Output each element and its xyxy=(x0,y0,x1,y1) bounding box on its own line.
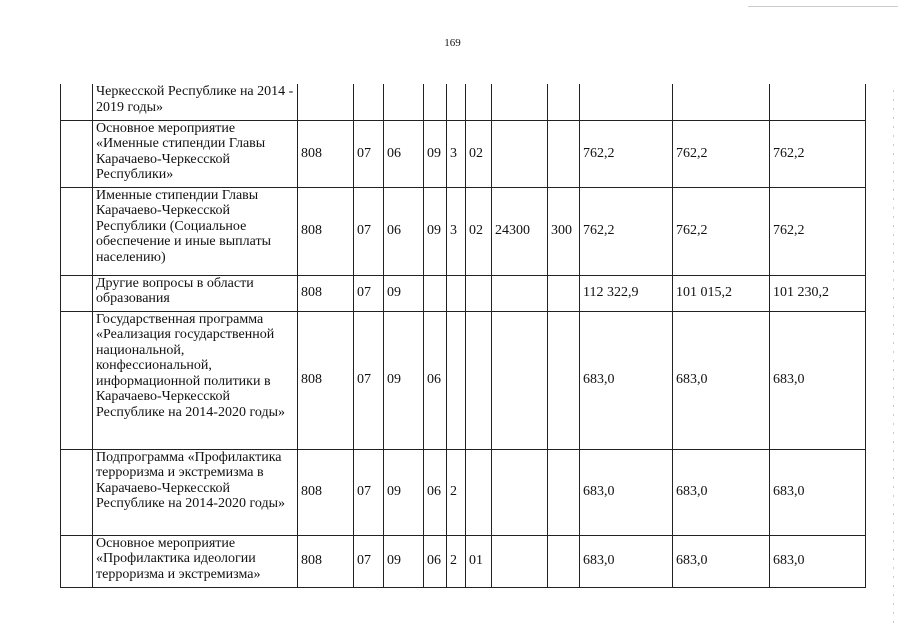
direction-cell xyxy=(492,120,548,187)
program-cell: 06 xyxy=(424,449,447,535)
row-number-cell xyxy=(61,187,93,275)
name-cell: Именные стипендии Главы Карачаево-Черкесской Республики (Социальное обеспечение и иные выплаты населению) xyxy=(93,187,298,275)
amount-cell-1: 762,2 xyxy=(580,187,673,275)
expense-type-cell xyxy=(548,120,580,187)
program-cell xyxy=(424,84,447,120)
ministry-cell: 808 xyxy=(298,275,354,311)
ministry-cell: 808 xyxy=(298,187,354,275)
ministry-cell: 808 xyxy=(298,120,354,187)
subsection-cell: 09 xyxy=(384,275,424,311)
amount-cell-3: 683,0 xyxy=(770,535,866,587)
program-cell xyxy=(424,275,447,311)
amount-cell-1: 683,0 xyxy=(580,311,673,449)
amount-cell-3: 762,2 xyxy=(770,187,866,275)
name-cell: Основное мероприятие «Именные стипендии Главы Карачаево-Черкесской Республики» xyxy=(93,120,298,187)
name-cell: Основное мероприятие «Профилактика идеологии терроризма и экстремизма» xyxy=(93,535,298,587)
direction-cell xyxy=(492,311,548,449)
amount-cell-1: 762,2 xyxy=(580,120,673,187)
amount-cell-1 xyxy=(580,84,673,120)
table-row xyxy=(61,120,866,187)
row-number-cell xyxy=(61,311,93,449)
table-row xyxy=(61,187,866,275)
expense-type-cell xyxy=(548,535,580,587)
row-number-cell xyxy=(61,84,93,120)
amount-cell-2: 101 015,2 xyxy=(673,275,770,311)
subprogram-cell xyxy=(447,311,466,449)
section-cell: 07 xyxy=(354,311,384,449)
subsection-cell: 09 xyxy=(384,449,424,535)
amount-cell-2: 762,2 xyxy=(673,120,770,187)
section-cell xyxy=(354,84,384,120)
row-number-cell xyxy=(61,275,93,311)
name-cell: Черкесской Республике на 2014 - 2019 годы» xyxy=(93,84,298,120)
amount-cell-3 xyxy=(770,84,866,120)
direction-cell xyxy=(492,535,548,587)
event-cell: 02 xyxy=(466,187,492,275)
table-body xyxy=(61,84,866,587)
subprogram-cell xyxy=(447,275,466,311)
section-cell: 07 xyxy=(354,275,384,311)
table-row xyxy=(61,535,866,587)
subprogram-cell xyxy=(447,84,466,120)
table-row xyxy=(61,449,866,535)
amount-cell-1: 683,0 xyxy=(580,449,673,535)
event-cell: 02 xyxy=(466,120,492,187)
subsection-cell xyxy=(384,84,424,120)
subprogram-cell: 2 xyxy=(447,535,466,587)
subsection-cell: 09 xyxy=(384,535,424,587)
direction-cell xyxy=(492,275,548,311)
amount-cell-3: 683,0 xyxy=(770,311,866,449)
scan-artifact-line xyxy=(748,6,898,7)
program-cell: 09 xyxy=(424,120,447,187)
subsection-cell: 06 xyxy=(384,187,424,275)
amount-cell-3: 762,2 xyxy=(770,120,866,187)
direction-cell xyxy=(492,449,548,535)
section-cell: 07 xyxy=(354,120,384,187)
subprogram-cell: 2 xyxy=(447,449,466,535)
row-number-cell xyxy=(61,120,93,187)
subprogram-cell: 3 xyxy=(447,187,466,275)
ministry-cell: 808 xyxy=(298,535,354,587)
table-row xyxy=(61,311,866,449)
expense-type-cell xyxy=(548,275,580,311)
name-cell: Подпрограмма «Профилактика терроризма и экстремизма в Карачаево-Черкесской Республике на 2014-2020 годы» xyxy=(93,449,298,535)
table-row xyxy=(61,275,866,311)
expense-type-cell: 300 xyxy=(548,187,580,275)
amount-cell-2: 683,0 xyxy=(673,311,770,449)
subprogram-cell: 3 xyxy=(447,120,466,187)
amount-cell-3: 101 230,2 xyxy=(770,275,866,311)
event-cell xyxy=(466,449,492,535)
direction-cell: 24300 xyxy=(492,187,548,275)
page-number: 169 xyxy=(444,37,461,49)
name-cell: Другие вопросы в области образования xyxy=(93,275,298,311)
direction-cell xyxy=(492,84,548,120)
section-cell: 07 xyxy=(354,449,384,535)
program-cell: 06 xyxy=(424,311,447,449)
event-cell xyxy=(466,84,492,120)
amount-cell-3: 683,0 xyxy=(770,449,866,535)
budget-table-wrapper xyxy=(60,84,866,588)
scan-artifact-dots xyxy=(893,90,894,630)
event-cell xyxy=(466,275,492,311)
budget-table xyxy=(60,84,866,588)
row-number-cell xyxy=(61,449,93,535)
name-cell: Государственная программа «Реализация государственной национальной, конфессиональной, информационной политики в Карачаево-Черкесской Республике на 2014-2020 годы» xyxy=(93,311,298,449)
amount-cell-2: 683,0 xyxy=(673,449,770,535)
amount-cell-1: 683,0 xyxy=(580,535,673,587)
expense-type-cell xyxy=(548,311,580,449)
row-number-cell xyxy=(61,535,93,587)
subsection-cell: 09 xyxy=(384,311,424,449)
subsection-cell: 06 xyxy=(384,120,424,187)
expense-type-cell xyxy=(548,84,580,120)
ministry-cell: 808 xyxy=(298,449,354,535)
amount-cell-2 xyxy=(673,84,770,120)
event-cell xyxy=(466,311,492,449)
amount-cell-1: 112 322,9 xyxy=(580,275,673,311)
program-cell: 06 xyxy=(424,535,447,587)
amount-cell-2: 683,0 xyxy=(673,535,770,587)
section-cell: 07 xyxy=(354,535,384,587)
section-cell: 07 xyxy=(354,187,384,275)
amount-cell-2: 762,2 xyxy=(673,187,770,275)
program-cell: 09 xyxy=(424,187,447,275)
ministry-cell: 808 xyxy=(298,311,354,449)
table-row xyxy=(61,84,866,120)
ministry-cell xyxy=(298,84,354,120)
event-cell: 01 xyxy=(466,535,492,587)
expense-type-cell xyxy=(548,449,580,535)
